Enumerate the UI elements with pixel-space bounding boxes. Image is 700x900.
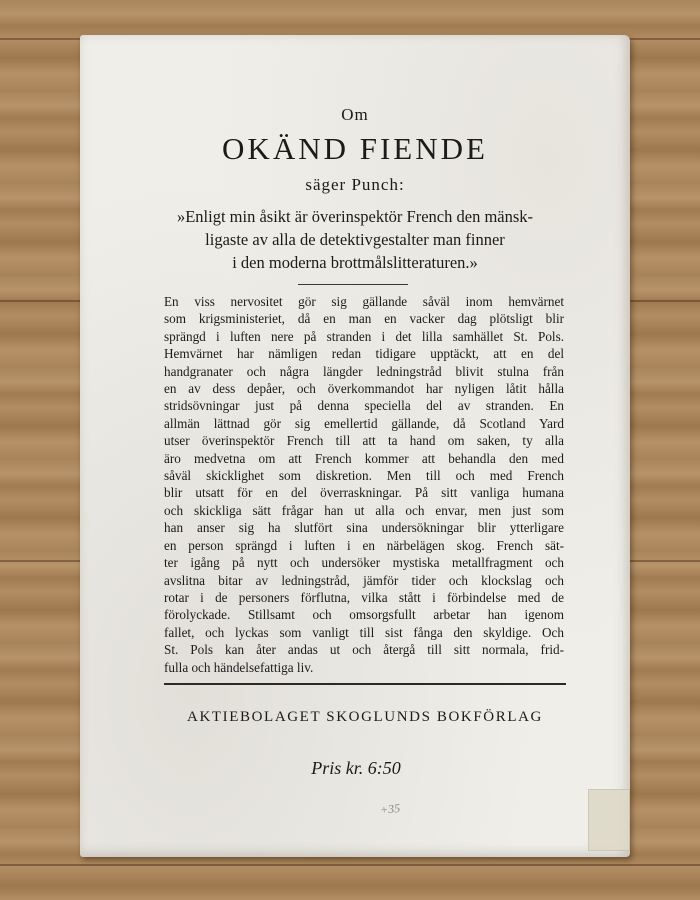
blurb-line: och skickliga sätt frågar han ut alla och envar, men just som xyxy=(164,502,564,518)
blurb-line: en av dess depåer, och överkommandot har nyligen låtit hålla xyxy=(164,381,564,397)
worn-sticker xyxy=(588,789,630,851)
quote-line: »Enligt min åsikt är överinspektör French den mänsk- xyxy=(176,207,534,226)
quote-line: i den moderna brottmålslitteraturen.» xyxy=(232,253,478,272)
blurb-line: ter igång på nytt och undersöker mystiska metallfragment och xyxy=(164,555,564,571)
blurb-line: allmän lättnad gör sig emellertid gällande, då Scotland Yard xyxy=(164,415,564,431)
short-divider xyxy=(298,284,408,285)
blurb-line: en person sprängd i luften i en närbelägen skog. French sät- xyxy=(164,537,564,553)
blurb-line: avslitna bitar av ledningstråd, jämför tider och klockslag och xyxy=(164,572,564,588)
quote-line: ligaste av alla de detektivgestalter man finner xyxy=(205,230,505,249)
blurb-line: St. Pols kan åter andas ut och återgå till sitt normala, frid- xyxy=(164,642,564,658)
blurb-line: sprängd i luften nere på stranden i det lilla samhället St. Pols. xyxy=(164,328,564,344)
blurb-line: äro medvetna om att French kommer att behandla den med xyxy=(164,450,564,466)
pencil-note: +35 xyxy=(379,800,401,818)
long-divider xyxy=(164,683,566,685)
blurb-line: förolyckade. Stillsamt och omsorgsfullt arbetar han igenom xyxy=(164,607,564,623)
blurb-line: rotar i de personers förflutna, vilka stått i förbindelse med de xyxy=(164,589,564,605)
price-label: Pris kr. 6:50 xyxy=(311,758,401,778)
blurb-text xyxy=(164,293,564,676)
blurb-line: En viss nervositet gör sig gällande såväl inom hemvärnet xyxy=(164,294,564,309)
review-quote xyxy=(155,205,555,274)
blurb-line: stridsövningar just på denna speciella del av stranden. En xyxy=(164,398,564,414)
book-back-cover xyxy=(80,35,630,857)
blurb-line: handgranater och några längder ledningstråd blivit stulna från xyxy=(164,363,564,379)
quote-source: säger Punch: xyxy=(305,175,405,194)
blurb-line: fulla och händelsefattiga liv. xyxy=(164,659,314,675)
blurb-line: han anser sig ha slutfört sina undersökningar blir ytterligare xyxy=(164,520,564,536)
blurb-line: blir utsatt för en del överraskningar. På sitt vanliga humana xyxy=(164,485,564,501)
intro-word: Om xyxy=(341,105,369,124)
blurb-line: såväl skicklighet som diskretion. Men till och med French xyxy=(164,468,564,484)
blurb-line: fallet, och lyckas som vanligt till sist fånga den skyldige. Och xyxy=(164,624,564,640)
blurb-line: utser överinspektör French till att ta hand om saken, ty alla xyxy=(164,433,564,449)
blurb-line: som krigsministeriet, då en man en vacker dag plötsligt blir xyxy=(164,311,564,327)
publisher-name: AKTIEBOLAGET SKOGLUNDS BOKFÖRLAG xyxy=(187,709,543,725)
book-title: OKÄND FIENDE xyxy=(222,131,488,166)
blurb-line: Hemvärnet har nämligen redan tidigare upptäckt, att en del xyxy=(164,346,564,362)
